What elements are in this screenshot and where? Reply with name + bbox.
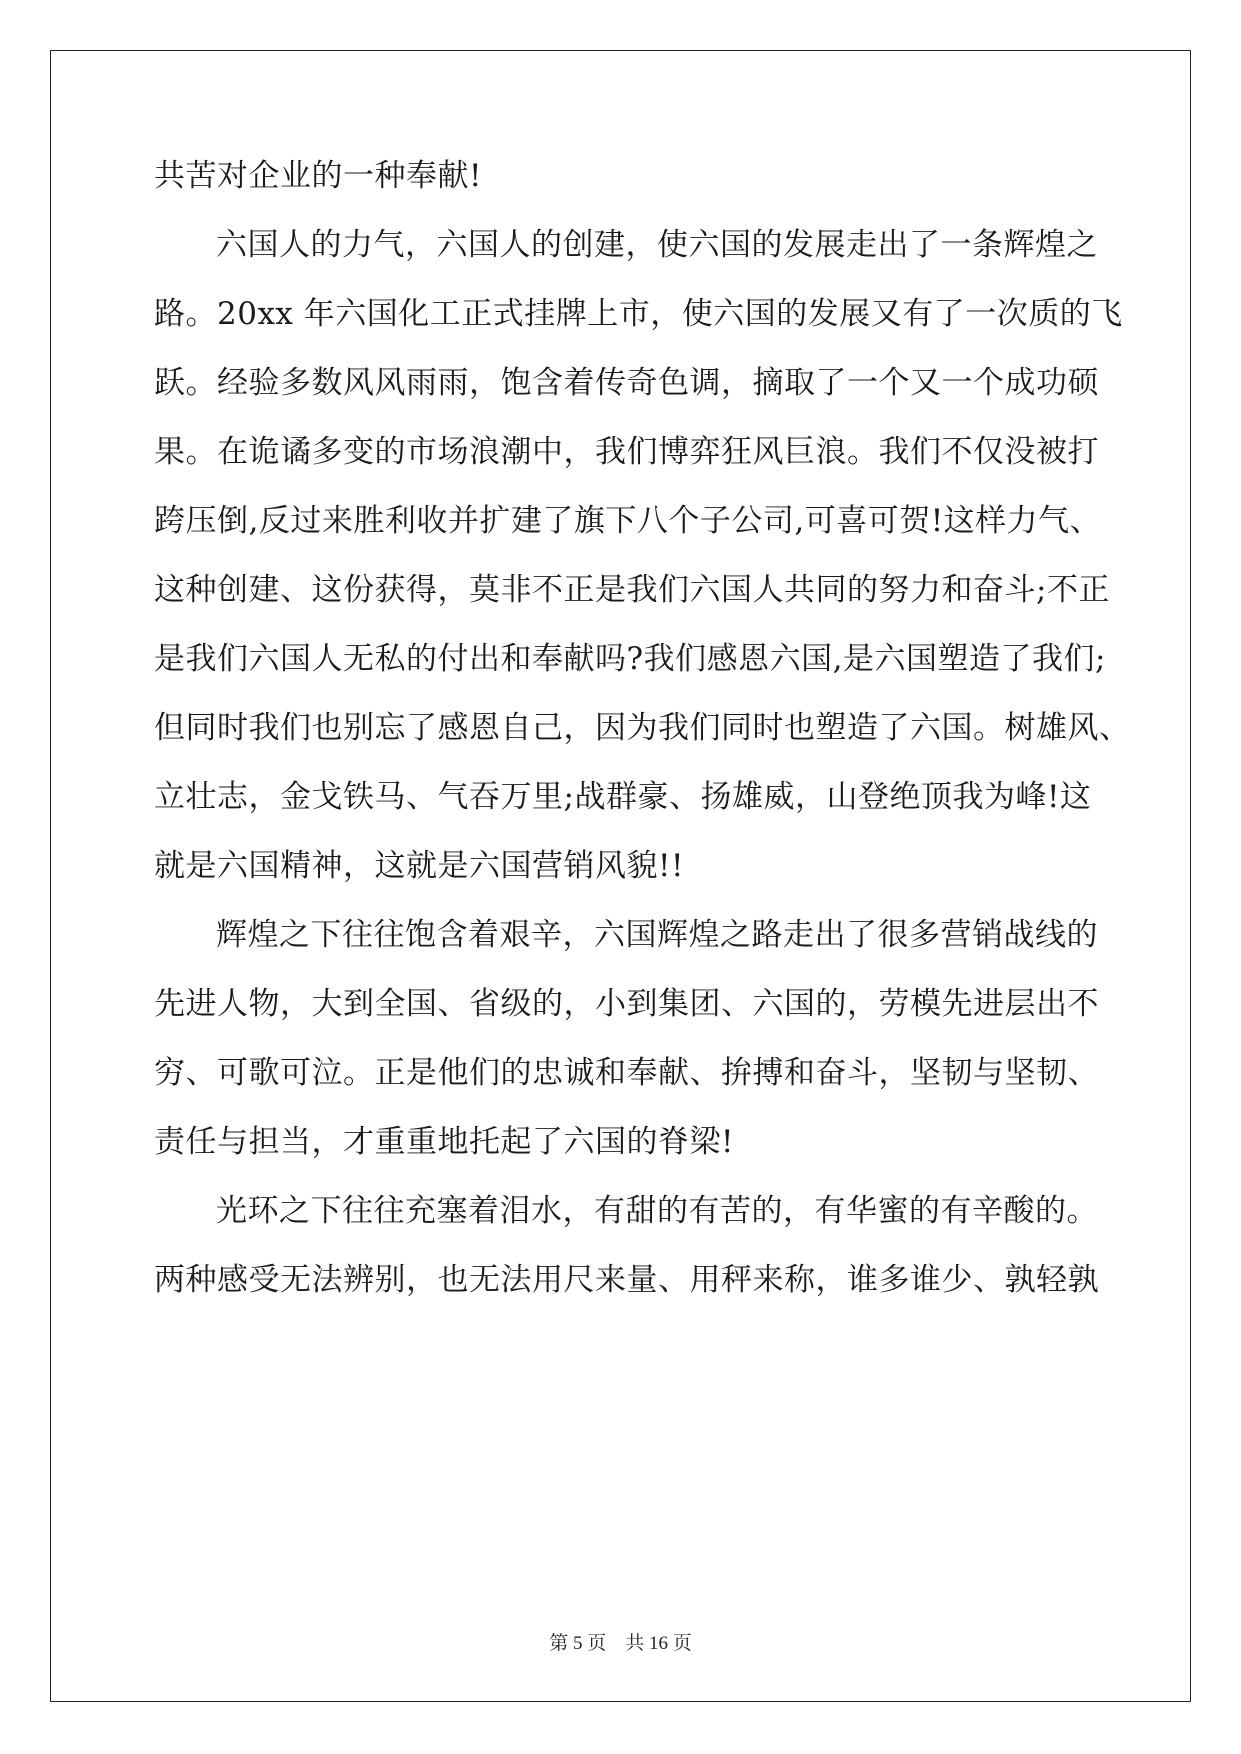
text-line: 两种感受无法辨别，也无法用尺来量、用秤来称，谁多谁少、孰轻孰: [154, 1262, 1099, 1298]
text-line: 是我们六国人无私的付出和奉献吗?我们感恩六国,是六国塑造了我们;: [154, 641, 1106, 677]
paragraph-first-line: 辉煌之下往往饱含着艰辛，六国辉煌之路走出了很多营销战线的: [216, 917, 1098, 953]
paragraph-first-line: 六国人的力气，六国人的创建，使六国的发展走出了一条辉煌之: [216, 227, 1098, 263]
text-line: 穷、可歌可泣。正是他们的忠诚和奉献、拚搏和奋斗，坚韧与坚韧、: [154, 1055, 1099, 1091]
text-line: 但同时我们也别忘了感恩自己，因为我们同时也塑造了六国。树雄风、: [154, 710, 1131, 746]
text-line: 责任与担当，才重重地托起了六国的脊梁!: [154, 1124, 734, 1160]
text-line: 就是六国精神，这就是六国营销风貌!!: [154, 848, 684, 884]
text-line: 跃。经验多数风风雨雨，饱含着传奇色调，摘取了一个又一个成功硕: [154, 365, 1099, 401]
text-line: 跨压倒,反过来胜利收并扩建了旗下八个子公司,可喜可贺!这样力气、: [154, 503, 1102, 539]
text-line: 路。20xx 年六国化工正式挂牌上市，使六国的发展又有了一次质的飞: [154, 296, 1123, 332]
paragraph-first-line: 光环之下往往充塞着泪水，有甜的有苦的，有华蜜的有辛酸的。: [216, 1193, 1098, 1229]
page-number-footer: 第 5 页 共 16 页: [549, 1633, 692, 1654]
text-line: 立壮志，金戈铁马、气吞万里;战群豪、扬雄威，山登绝顶我为峰!这: [154, 779, 1092, 815]
text-line: 先进人物，大到全国、省级的，小到集团、六国的，劳模先进层出不: [154, 986, 1099, 1022]
text-line: 这种创建、这份获得，莫非不正是我们六国人共同的努力和奋斗;不正: [154, 572, 1110, 608]
text-line: 果。在诡谲多变的市场浪潮中，我们博弈狂风巨浪。我们不仅没被打: [154, 434, 1099, 470]
text-line: 共苦对企业的一种奉献!: [154, 158, 482, 194]
